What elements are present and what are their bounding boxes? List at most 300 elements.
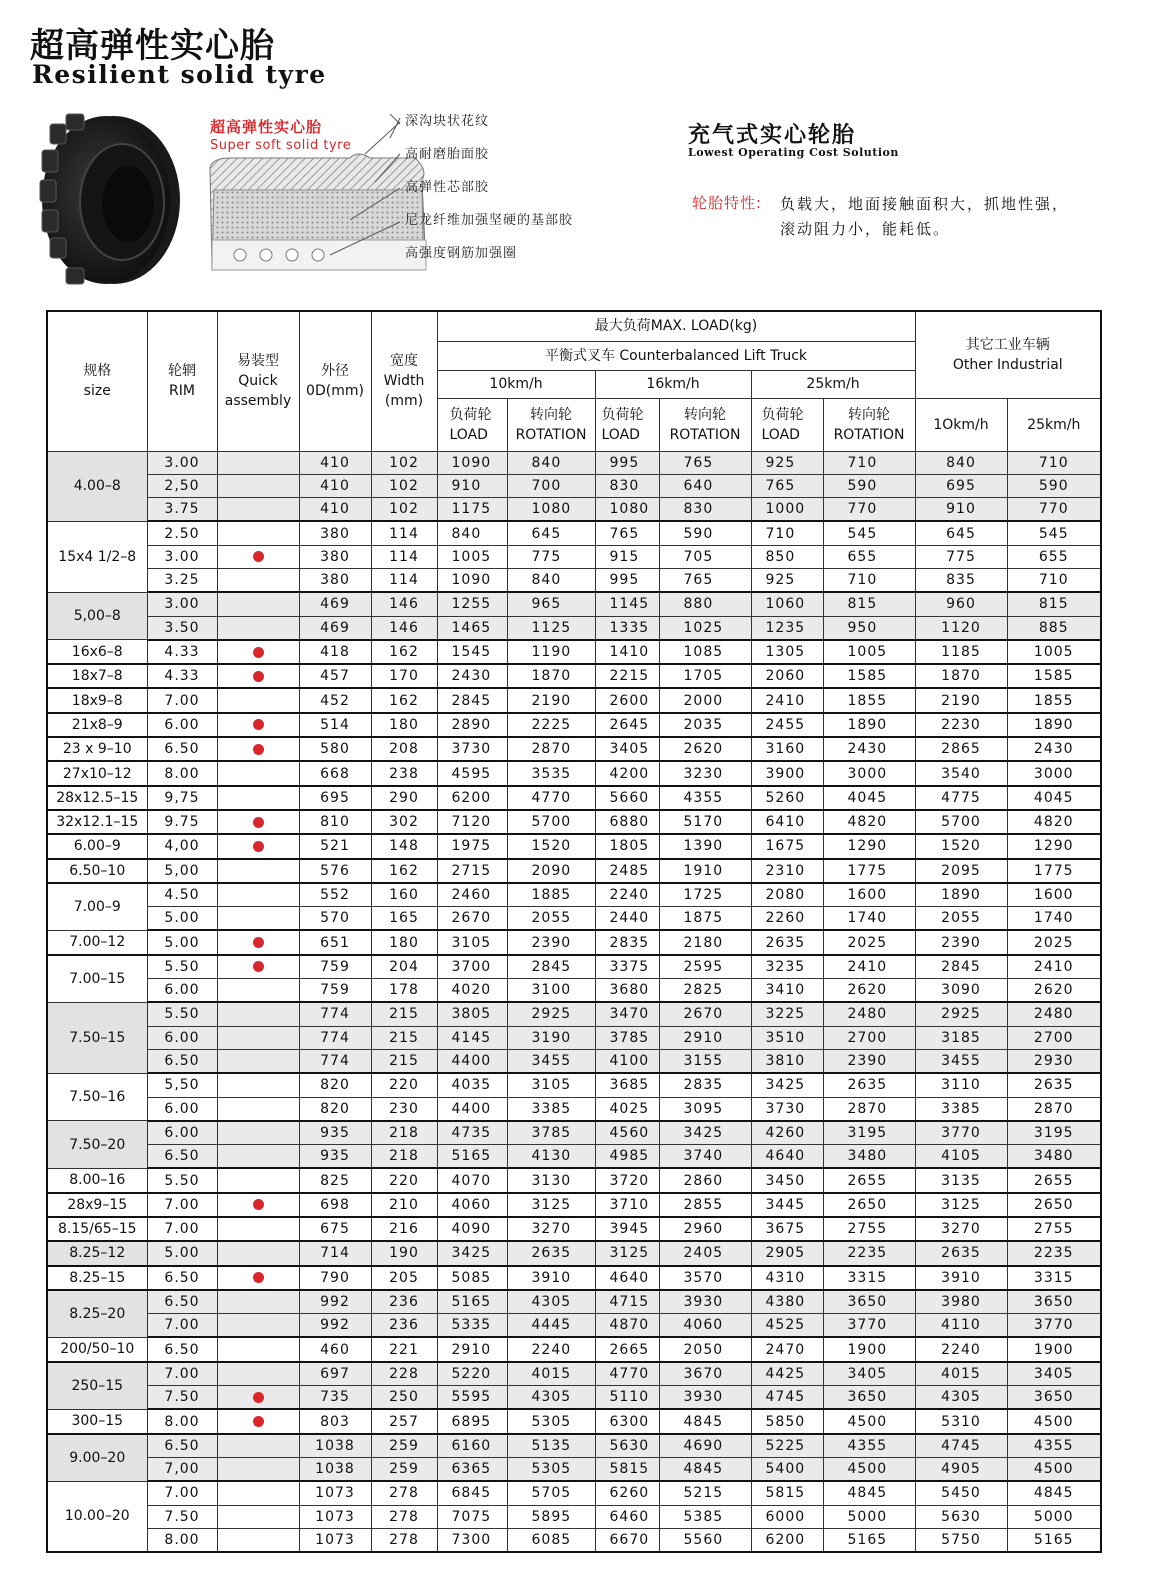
cell-value: 6.00 — [147, 1026, 217, 1049]
cell-value: 1038 — [299, 1457, 371, 1481]
cell-value: 700 — [507, 474, 595, 497]
cell-value: 759 — [299, 979, 371, 1003]
cell-size: 8.25–12 — [47, 1241, 147, 1265]
cell-value: 570 — [299, 907, 371, 931]
cell-value: 1890 — [1007, 713, 1101, 737]
cell-value: 4870 — [595, 1314, 659, 1338]
cell-value: 4770 — [595, 1362, 659, 1386]
cell-value: 5700 — [915, 810, 1007, 834]
cell-value: 1520 — [915, 834, 1007, 858]
cell-size: 8.15/65–15 — [47, 1217, 147, 1241]
cell-value: 2470 — [751, 1337, 823, 1361]
cell-value: 5450 — [915, 1481, 1007, 1505]
cell-value: 6.50 — [147, 737, 217, 761]
cell-value: 710 — [1007, 451, 1101, 474]
cell-value: 7.50 — [147, 1505, 217, 1528]
cell-value: 3230 — [659, 761, 751, 785]
cell-value: 2665 — [595, 1337, 659, 1361]
table-row — [47, 1434, 1101, 1458]
cell-value: 4845 — [659, 1409, 751, 1433]
cell-value: 178 — [371, 979, 437, 1003]
cell-value: 2650 — [823, 1193, 915, 1217]
cell-value: 2910 — [437, 1337, 507, 1361]
cell-value: 6200 — [751, 1528, 823, 1552]
cell-value: 4640 — [751, 1145, 823, 1169]
cell-value: 160 — [371, 883, 437, 907]
cell-size: 8.00–16 — [47, 1168, 147, 1192]
cell-value: 7.00 — [147, 688, 217, 712]
quick-assembly-dot-icon — [253, 1416, 264, 1427]
cell-value: 5110 — [595, 1386, 659, 1410]
cell-value: 590 — [659, 521, 751, 545]
quick-assembly-dot-icon — [253, 961, 264, 972]
cell-value: 9.75 — [147, 810, 217, 834]
cell-value: 208 — [371, 737, 437, 761]
cell-value: 1870 — [915, 664, 1007, 688]
cell-value: 774 — [299, 1002, 371, 1026]
cell-value: 162 — [371, 640, 437, 664]
quick-assembly-dot-icon — [253, 841, 264, 852]
cell-value: 3670 — [659, 1362, 751, 1386]
cell-value: 220 — [371, 1073, 437, 1097]
cell-value: 3980 — [915, 1290, 1007, 1314]
cell-quick-assembly — [217, 979, 299, 1003]
cell-value: 2635 — [1007, 1073, 1101, 1097]
callout-core-rubber: 高弹性芯部胶 — [405, 180, 490, 195]
cell-value: 5165 — [1007, 1528, 1101, 1552]
cell-value: 803 — [299, 1409, 371, 1433]
cell-value: 460 — [299, 1337, 371, 1361]
table-row — [47, 713, 1101, 737]
cell-value: 3480 — [823, 1145, 915, 1169]
cell-size: 8.25–15 — [47, 1266, 147, 1290]
cell-value: 1073 — [299, 1528, 371, 1552]
cell-value: 825 — [299, 1168, 371, 1192]
cell-value: 1600 — [823, 883, 915, 907]
cell-quick-assembly — [217, 907, 299, 931]
cell-value: 2410 — [751, 688, 823, 712]
cell-value: 810 — [299, 810, 371, 834]
cell-value: 580 — [299, 737, 371, 761]
cell-value: 590 — [823, 474, 915, 497]
cell-value: 4820 — [823, 810, 915, 834]
table-row — [47, 1290, 1101, 1314]
cell-value: 4015 — [915, 1362, 1007, 1386]
cell-value: 1705 — [659, 664, 751, 688]
cell-value: 1005 — [1007, 640, 1101, 664]
cell-quick-assembly — [217, 545, 299, 568]
cell-value: 5385 — [659, 1505, 751, 1528]
cell-value: 3235 — [751, 955, 823, 979]
cell-value: 410 — [299, 451, 371, 474]
cell-value: 5705 — [507, 1481, 595, 1505]
header-rotation-16: 转向轮 ROTATION — [659, 398, 751, 451]
promo-title-en: Lowest Operating Cost Solution — [688, 146, 899, 159]
table-row — [47, 761, 1101, 785]
cell-value: 4690 — [659, 1434, 751, 1458]
cell-value: 2190 — [507, 688, 595, 712]
cell-value: 3785 — [507, 1121, 595, 1145]
cell-value: 820 — [299, 1097, 371, 1121]
cell-value: 5260 — [751, 786, 823, 810]
table-row — [47, 1026, 1101, 1049]
cell-value: 5335 — [437, 1314, 507, 1338]
cell-value: 1235 — [751, 616, 823, 640]
cell-value: 850 — [751, 545, 823, 568]
cell-value: 5225 — [751, 1434, 823, 1458]
cell-value: 2480 — [1007, 1002, 1101, 1026]
cell-value: 1740 — [823, 907, 915, 931]
cell-value: 2755 — [823, 1217, 915, 1241]
cell-quick-assembly — [217, 1002, 299, 1026]
cell-value: 257 — [371, 1409, 437, 1433]
cell-value: 4070 — [437, 1168, 507, 1192]
table-row — [47, 592, 1101, 616]
cell-value: 3650 — [1007, 1290, 1101, 1314]
cell-value: 3685 — [595, 1073, 659, 1097]
cell-value: 1080 — [595, 498, 659, 522]
cell-value: 6.50 — [147, 1266, 217, 1290]
cell-value: 714 — [299, 1241, 371, 1265]
cell-value: 5,50 — [147, 1073, 217, 1097]
cell-quick-assembly — [217, 1337, 299, 1361]
table-row — [47, 883, 1101, 907]
cell-value: 2460 — [437, 883, 507, 907]
cell-value: 1390 — [659, 834, 751, 858]
cell-value: 2025 — [823, 930, 915, 954]
cell-value: 6.50 — [147, 1145, 217, 1169]
cell-value: 3195 — [823, 1121, 915, 1145]
cell-value: 3185 — [915, 1026, 1007, 1049]
cell-value: 3155 — [659, 1049, 751, 1073]
cell-value: 5560 — [659, 1528, 751, 1552]
cell-size: 5,00–8 — [47, 592, 147, 640]
cell-size: 9.00–20 — [47, 1434, 147, 1482]
cell-value: 204 — [371, 955, 437, 979]
table-row — [47, 1049, 1101, 1073]
cell-value: 3110 — [915, 1073, 1007, 1097]
cell-value: 3535 — [507, 761, 595, 785]
cell-value: 3095 — [659, 1097, 751, 1121]
cell-value: 5750 — [915, 1528, 1007, 1552]
cell-value: 2925 — [507, 1002, 595, 1026]
cell-value: 840 — [915, 451, 1007, 474]
cell-value: 170 — [371, 664, 437, 688]
header-rotation-10: 转向轮 ROTATION — [507, 398, 595, 451]
cell-value: 4060 — [437, 1193, 507, 1217]
cell-value: 3770 — [915, 1121, 1007, 1145]
cell-value: 2260 — [751, 907, 823, 931]
cell-value: 3405 — [1007, 1362, 1101, 1386]
cell-value: 1145 — [595, 592, 659, 616]
cell-value: 6.00 — [147, 1097, 217, 1121]
cell-value: 2095 — [915, 859, 1007, 883]
cell-value: 2930 — [1007, 1049, 1101, 1073]
table-row — [47, 474, 1101, 497]
cell-value: 765 — [659, 451, 751, 474]
cell-value: 1465 — [437, 616, 507, 640]
cell-quick-assembly — [217, 1505, 299, 1528]
cell-value: 3105 — [507, 1073, 595, 1097]
cell-value: 521 — [299, 834, 371, 858]
cell-value: 545 — [823, 521, 915, 545]
cell-value: 1175 — [437, 498, 507, 522]
cell-value: 2635 — [507, 1241, 595, 1265]
cell-quick-assembly — [217, 1314, 299, 1338]
cell-value: 4735 — [437, 1121, 507, 1145]
cell-value: 651 — [299, 930, 371, 954]
cell-value: 710 — [1007, 568, 1101, 592]
cell-value: 3130 — [507, 1168, 595, 1192]
table-row — [47, 1386, 1101, 1410]
cell-value: 2910 — [659, 1026, 751, 1049]
cell-value: 2890 — [437, 713, 507, 737]
cell-value: 8.00 — [147, 1409, 217, 1433]
cell-value: 1675 — [751, 834, 823, 858]
cell-value: 278 — [371, 1505, 437, 1528]
quick-assembly-dot-icon — [253, 1272, 264, 1283]
cell-value: 4.50 — [147, 883, 217, 907]
cell-value: 3000 — [1007, 761, 1101, 785]
cell-value: 5165 — [437, 1290, 507, 1314]
cell-value: 2825 — [659, 979, 751, 1003]
cell-value: 3.00 — [147, 592, 217, 616]
cell-value: 4305 — [507, 1290, 595, 1314]
header-max-load: 最大负荷MAX. LOAD(kg) — [437, 311, 915, 341]
cell-value: 770 — [1007, 498, 1101, 522]
cell-value: 4.33 — [147, 664, 217, 688]
cell-value: 1855 — [1007, 688, 1101, 712]
cell-value: 4105 — [915, 1145, 1007, 1169]
cell-value: 259 — [371, 1457, 437, 1481]
cell-value: 180 — [371, 713, 437, 737]
cell-value: 7.00 — [147, 1362, 217, 1386]
cell-value: 2645 — [595, 713, 659, 737]
table-row — [47, 568, 1101, 592]
cell-value: 218 — [371, 1145, 437, 1169]
cell-value: 4500 — [823, 1457, 915, 1481]
cell-quick-assembly — [217, 859, 299, 883]
table-row — [47, 1121, 1101, 1145]
cell-value: 1410 — [595, 640, 659, 664]
table-row — [47, 1217, 1101, 1241]
cell-value: 775 — [915, 545, 1007, 568]
cell-value: 3125 — [507, 1193, 595, 1217]
cell-value: 2440 — [595, 907, 659, 931]
quick-assembly-dot-icon — [253, 1199, 264, 1210]
quick-assembly-dot-icon — [253, 551, 264, 562]
cell-value: 1600 — [1007, 883, 1101, 907]
cell-value: 1725 — [659, 883, 751, 907]
cell-value: 4060 — [659, 1314, 751, 1338]
header-outer-diameter: 外径 0D(mm) — [299, 311, 371, 451]
cell-value: 1255 — [437, 592, 507, 616]
cell-quick-assembly — [217, 1145, 299, 1169]
cell-value: 2925 — [915, 1002, 1007, 1026]
cell-value: 165 — [371, 907, 437, 931]
cell-value: 4045 — [1007, 786, 1101, 810]
cell-value: 3375 — [595, 955, 659, 979]
table-row — [47, 1145, 1101, 1169]
cell-quick-assembly — [217, 1049, 299, 1073]
table-row — [47, 930, 1101, 954]
cell-value: 3730 — [437, 737, 507, 761]
cell-value: 114 — [371, 521, 437, 545]
cell-value: 215 — [371, 1002, 437, 1026]
cell-value: 2180 — [659, 930, 751, 954]
cell-value: 710 — [823, 451, 915, 474]
tire-cross-section-diagram — [200, 110, 580, 290]
cell-value: 2905 — [751, 1241, 823, 1265]
cell-value: 5.50 — [147, 1168, 217, 1192]
cell-value: 2960 — [659, 1217, 751, 1241]
cell-value: 4560 — [595, 1121, 659, 1145]
cell-value: 2635 — [751, 930, 823, 954]
cell-value: 4110 — [915, 1314, 1007, 1338]
cell-value: 2410 — [823, 955, 915, 979]
cell-value: 2635 — [915, 1241, 1007, 1265]
table-row — [47, 737, 1101, 761]
cell-value: 2670 — [659, 1002, 751, 1026]
header-other-10: 1Okm/h — [915, 398, 1007, 451]
cell-value: 3445 — [751, 1193, 823, 1217]
cell-value: 645 — [507, 521, 595, 545]
cell-value: 3125 — [915, 1193, 1007, 1217]
table-row — [47, 521, 1101, 545]
cell-value: 3135 — [915, 1168, 1007, 1192]
cell-value: 236 — [371, 1290, 437, 1314]
cell-value: 6300 — [595, 1409, 659, 1433]
cell-quick-assembly — [217, 1097, 299, 1121]
cell-value: 5630 — [915, 1505, 1007, 1528]
cell-value: 3675 — [751, 1217, 823, 1241]
cell-value: 205 — [371, 1266, 437, 1290]
cell-value: 2055 — [507, 907, 595, 931]
cell-value: 3710 — [595, 1193, 659, 1217]
cell-value: 4,00 — [147, 834, 217, 858]
cell-value: 5850 — [751, 1409, 823, 1433]
cell-value: 992 — [299, 1314, 371, 1338]
quick-assembly-dot-icon — [253, 937, 264, 948]
cell-value: 2390 — [823, 1049, 915, 1073]
cell-value: 7,00 — [147, 1457, 217, 1481]
cell-value: 6.50 — [147, 1290, 217, 1314]
cell-value: 469 — [299, 616, 371, 640]
cell-value: 950 — [823, 616, 915, 640]
cell-value: 1073 — [299, 1505, 371, 1528]
quick-assembly-dot-icon — [253, 1392, 264, 1403]
cell-value: 4500 — [823, 1409, 915, 1433]
cell-value: 2430 — [823, 737, 915, 761]
cell-value: 250 — [371, 1386, 437, 1410]
cell-quick-assembly — [217, 1266, 299, 1290]
cell-value: 6.00 — [147, 713, 217, 737]
cell-value: 5000 — [1007, 1505, 1101, 1528]
cell-value: 3105 — [437, 930, 507, 954]
table-row — [47, 955, 1101, 979]
cell-value: 6.50 — [147, 1049, 217, 1073]
cell-value: 146 — [371, 592, 437, 616]
cell-value: 8.00 — [147, 761, 217, 785]
cell-value: 3270 — [915, 1217, 1007, 1241]
cell-value: 6895 — [437, 1409, 507, 1433]
cell-value: 3.75 — [147, 498, 217, 522]
cell-size: 7.50–15 — [47, 1002, 147, 1073]
cell-value: 1900 — [1007, 1337, 1101, 1361]
cell-value: 1125 — [507, 616, 595, 640]
cell-value: 5.00 — [147, 907, 217, 931]
cell-value: 3510 — [751, 1026, 823, 1049]
cell-value: 3195 — [1007, 1121, 1101, 1145]
cell-value: 2755 — [1007, 1217, 1101, 1241]
cell-value: 668 — [299, 761, 371, 785]
cell-value: 3930 — [659, 1386, 751, 1410]
cell-value: 6845 — [437, 1481, 507, 1505]
cell-value: 216 — [371, 1217, 437, 1241]
cell-value: 3450 — [751, 1168, 823, 1192]
cell-value: 1520 — [507, 834, 595, 858]
cell-value: 3270 — [507, 1217, 595, 1241]
cell-value: 2855 — [659, 1193, 751, 1217]
cell-quick-assembly — [217, 786, 299, 810]
cell-value: 645 — [915, 521, 1007, 545]
cell-value: 4200 — [595, 761, 659, 785]
cell-value: 5660 — [595, 786, 659, 810]
table-row — [47, 834, 1101, 858]
table-row — [47, 688, 1101, 712]
cell-quick-assembly — [217, 474, 299, 497]
cell-value: 215 — [371, 1026, 437, 1049]
cell-value: 3.00 — [147, 451, 217, 474]
cell-value: 790 — [299, 1266, 371, 1290]
cell-value: 910 — [437, 474, 507, 497]
cell-value: 925 — [751, 568, 823, 592]
cell-value: 410 — [299, 474, 371, 497]
cell-quick-assembly — [217, 1193, 299, 1217]
cell-value: 380 — [299, 545, 371, 568]
cell-value: 418 — [299, 640, 371, 664]
cell-value: 3315 — [823, 1266, 915, 1290]
cell-quick-assembly — [217, 451, 299, 474]
table-row — [47, 616, 1101, 640]
cell-value: 3125 — [595, 1241, 659, 1265]
cell-value: 3315 — [1007, 1266, 1101, 1290]
cell-value: 3650 — [823, 1386, 915, 1410]
cell-value: 218 — [371, 1121, 437, 1145]
cell-value: 2485 — [595, 859, 659, 883]
cell-value: 2620 — [823, 979, 915, 1003]
tire-image — [36, 110, 186, 290]
cell-value: 6085 — [507, 1528, 595, 1552]
cell-value: 7.50 — [147, 1386, 217, 1410]
cell-value: 1000 — [751, 498, 823, 522]
table-row — [47, 545, 1101, 568]
cell-value: 3405 — [595, 737, 659, 761]
cell-value: 236 — [371, 1314, 437, 1338]
cell-value: 3.50 — [147, 616, 217, 640]
cell-value: 960 — [915, 592, 1007, 616]
cell-value: 675 — [299, 1217, 371, 1241]
cell-value: 7.00 — [147, 1314, 217, 1338]
cell-quick-assembly — [217, 498, 299, 522]
cell-value: 2845 — [437, 688, 507, 712]
cell-value: 576 — [299, 859, 371, 883]
cell-value: 4025 — [595, 1097, 659, 1121]
cell-size: 10.00–20 — [47, 1481, 147, 1552]
cell-quick-assembly — [217, 1168, 299, 1192]
cell-value: 6.50 — [147, 1434, 217, 1458]
cell-value: 5700 — [507, 810, 595, 834]
